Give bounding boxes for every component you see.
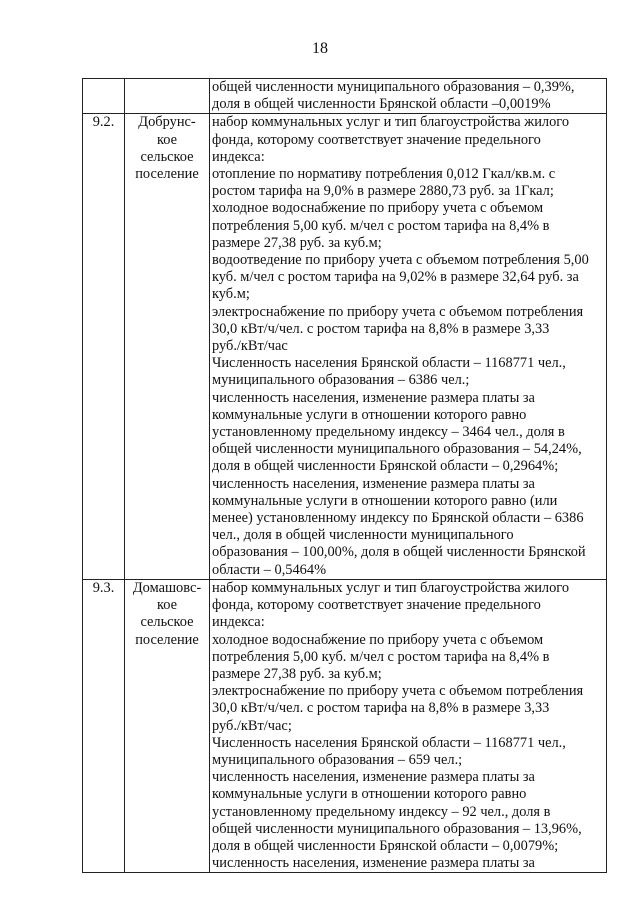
text-line: области – 0,5464% bbox=[212, 561, 327, 578]
text-line: численность населения, изменение размера платы за bbox=[212, 769, 535, 786]
settlement-name-cell bbox=[125, 579, 210, 872]
text-line: индекса: bbox=[212, 148, 265, 165]
text-line: муниципального образования – 6386 чел.; bbox=[212, 372, 470, 389]
text-line: потребления 5,00 куб. м/чел с ростом тарифа на 8,4% в bbox=[212, 648, 550, 665]
settlement-name-line: сельское bbox=[140, 614, 194, 631]
text-line: чел., доля в общей численности муниципального bbox=[212, 527, 514, 544]
table-row-9-2 bbox=[83, 114, 607, 579]
settlement-name-line: Добрунс- bbox=[138, 114, 196, 131]
text-line: коммунальные услуги в отношении которого равно (или bbox=[212, 492, 558, 509]
text-line: фонда, которому соответствует значение предельного bbox=[212, 131, 541, 148]
text-line: куб. м/чел с ростом тарифа на 9,02% в размере 32,64 руб. за bbox=[212, 269, 579, 286]
text-line: коммунальные услуги в отношении которого равно bbox=[212, 786, 527, 803]
text-line: руб./кВт/час; bbox=[212, 717, 292, 734]
row-number-cell: 9.2. bbox=[83, 114, 125, 579]
text-line: установленному предельному индексу – 3464 чел., доля в bbox=[212, 424, 565, 441]
tariff-table bbox=[82, 78, 607, 873]
settlement-name-cell bbox=[125, 79, 210, 114]
text-line: куб.м; bbox=[212, 286, 250, 303]
text-line: Численность населения Брянской области – 1168771 чел., bbox=[212, 734, 566, 751]
text-line: 30,0 кВт/ч/чел. с ростом тарифа на 8,8% в размере 3,33 bbox=[212, 700, 550, 717]
text-line: холодное водоснабжение по прибору учета с объемом bbox=[212, 200, 544, 217]
settlement-name-line: поселение bbox=[135, 166, 199, 183]
text-line: доля в общей численности Брянской области –0,0019% bbox=[212, 96, 551, 113]
text-line: общей численности муниципального образования – 54,24%, bbox=[212, 441, 582, 458]
text-line: 30,0 кВт/ч/чел. с ростом тарифа на 8,8% в размере 3,33 bbox=[212, 320, 550, 337]
settlement-name-line: кое bbox=[156, 131, 178, 148]
description-cell bbox=[210, 579, 607, 872]
text-line: общей численности муниципального образования – 13,96%, bbox=[212, 820, 582, 837]
row-number-cell: 9.3. bbox=[83, 579, 125, 872]
text-line: ростом тарифа на 9,0% в размере 2880,73 руб. за 1Гкал; bbox=[212, 183, 554, 200]
text-line: набор коммунальных услуг и тип благоустройства жилого bbox=[212, 114, 570, 131]
text-line: менее) установленному индексу по Брянской области – 6386 bbox=[212, 510, 584, 527]
text-line: образования – 100,00%, доля в общей численности Брянской bbox=[212, 544, 586, 561]
text-line: электроснабжение по прибору учета с объемом потребления bbox=[212, 303, 584, 320]
table-row-continuation bbox=[83, 79, 607, 114]
text-line: потребления 5,00 куб. м/чел с ростом тарифа на 8,4% в bbox=[212, 217, 550, 234]
description-cell bbox=[210, 114, 607, 579]
page-number: 18 bbox=[312, 40, 328, 57]
settlement-name-line: кое bbox=[156, 597, 178, 614]
text-line: фонда, которому соответствует значение предельного bbox=[212, 597, 541, 614]
text-line: размере 27,38 руб. за куб.м; bbox=[212, 665, 382, 682]
text-line: водоотведение по прибору учета с объемом потребления 5,00 bbox=[212, 252, 589, 269]
text-line: численность населения, изменение размера платы за bbox=[212, 475, 535, 492]
text-line: доля в общей численности Брянской области – 0,2964%; bbox=[212, 458, 559, 475]
text-line: численность населения, изменение размера платы за bbox=[212, 855, 535, 872]
text-line: индекса: bbox=[212, 614, 265, 631]
text-line: руб./кВт/час bbox=[212, 338, 288, 355]
text-line: Численность населения Брянской области – 1168771 чел., bbox=[212, 355, 566, 372]
settlement-name-cell bbox=[125, 114, 210, 579]
text-line: установленному предельному индексу – 92 чел., доля в bbox=[212, 803, 551, 820]
row-number-cell bbox=[83, 79, 125, 114]
text-line: холодное водоснабжение по прибору учета с объемом bbox=[212, 631, 544, 648]
text-line: отопление по нормативу потребления 0,012 Гкал/кв.м. с bbox=[212, 166, 556, 183]
description-cell bbox=[210, 79, 607, 114]
text-line: размере 27,38 руб. за куб.м; bbox=[212, 234, 382, 251]
text-line: доля в общей численности Брянской области – 0,0079%; bbox=[212, 837, 559, 854]
table-row-9-3 bbox=[83, 579, 607, 872]
text-line: набор коммунальных услуг и тип благоустройства жилого bbox=[212, 579, 570, 596]
settlement-name-line: поселение bbox=[135, 631, 199, 648]
text-line: численность населения, изменение размера платы за bbox=[212, 389, 535, 406]
text-line: общей численности муниципального образования – 0,39%, bbox=[212, 79, 575, 95]
text-line: электроснабжение по прибору учета с объемом потребления bbox=[212, 683, 584, 700]
text-line: муниципального образования – 659 чел.; bbox=[212, 751, 463, 768]
text-line: коммунальные услуги в отношении которого равно bbox=[212, 406, 527, 423]
settlement-name-line: сельское bbox=[140, 148, 194, 165]
settlement-name-line: Домашовс- bbox=[132, 579, 202, 596]
